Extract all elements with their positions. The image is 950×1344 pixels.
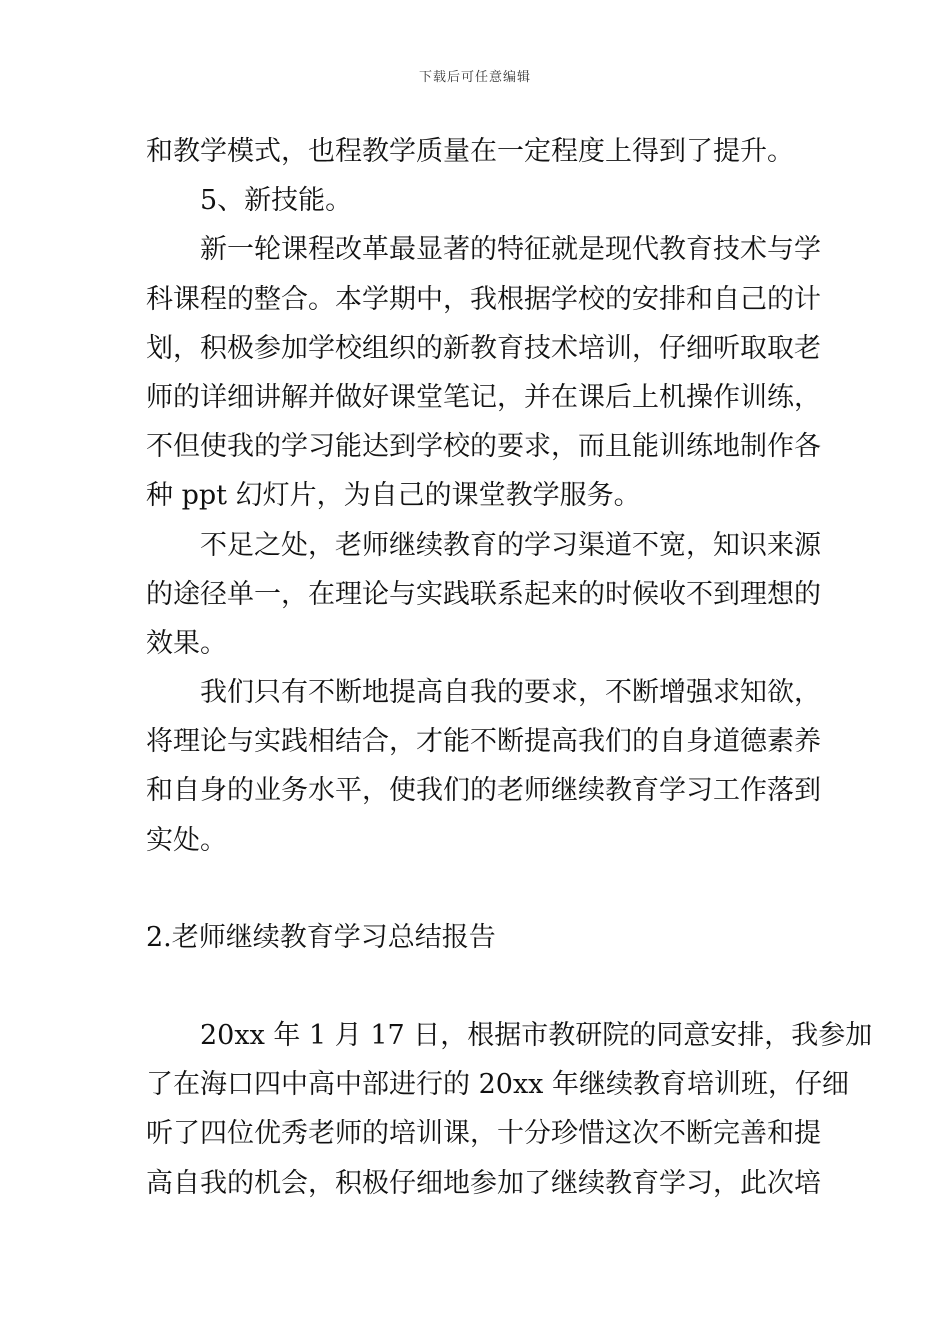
paragraph-line: 新一轮课程改革最显著的特征就是现代教育技术与学: [200, 234, 821, 266]
paragraph-line: 实处。: [146, 824, 227, 856]
paragraph-line: 和教学模式，也程教学质量在一定程度上得到了提升。: [146, 136, 794, 167]
paragraph-line: 不但使我的学习能达到学校的要求，而且能训练地制作各: [146, 431, 821, 463]
paragraph-line: 划，积极参加学校组织的新教育技术培训，仔细听取取老: [146, 332, 821, 364]
paragraph-report: [146, 1011, 873, 1208]
paragraph-line: 高自我的机会，积极仔细地参加了继续教育学习，此次培: [146, 1167, 821, 1199]
paragraph-line: 不足之处，老师继续教育的学习渠道不宽，知识来源: [200, 529, 821, 561]
paragraph-line: 效果。: [146, 627, 227, 659]
paragraph-new-skills: [146, 225, 821, 520]
paragraph-line: 将理论与实践相结合，才能不断提高我们的自身道德素养: [146, 726, 821, 758]
paragraph-line: 的途径单一，在理论与实践联系起来的时候收不到理想的: [146, 578, 821, 610]
section-heading: 2.老师继续教育学习总结报告: [146, 921, 496, 953]
list-item-new-skills: 5、新技能。: [200, 185, 353, 217]
paragraph-line: 听了四位优秀老师的培训课，十分珍惜这次不断完善和提: [146, 1118, 821, 1150]
paragraph-conclusion: [146, 668, 821, 865]
paragraph-line: 科课程的整合。本学期中，我根据学校的安排和自己的计: [146, 283, 821, 315]
paragraph-line: 师的详细讲解并做好课堂笔记，并在课后上机操作训练，: [146, 381, 821, 413]
paragraph-line: 种 ppt 幻灯片，为自己的课堂教学服务。: [146, 480, 641, 512]
paragraph-line: 20xx 年 1 月 17 日，根据市教研院的同意安排，我参加: [200, 1020, 873, 1051]
paragraph-shortcomings: [146, 521, 821, 669]
paragraph-line: 我们只有不断地提高自我的要求，不断增强求知欲，: [200, 677, 821, 709]
paragraph-line: 了在海口四中高中部进行的 20xx 年继续教育培训班，仔细: [146, 1069, 849, 1101]
document-body: [146, 127, 873, 1208]
page-header: 下载后可任意编辑: [418, 70, 531, 85]
paragraph-line: 和自身的业务水平，使我们的老师继续教育学习工作落到: [146, 775, 821, 807]
